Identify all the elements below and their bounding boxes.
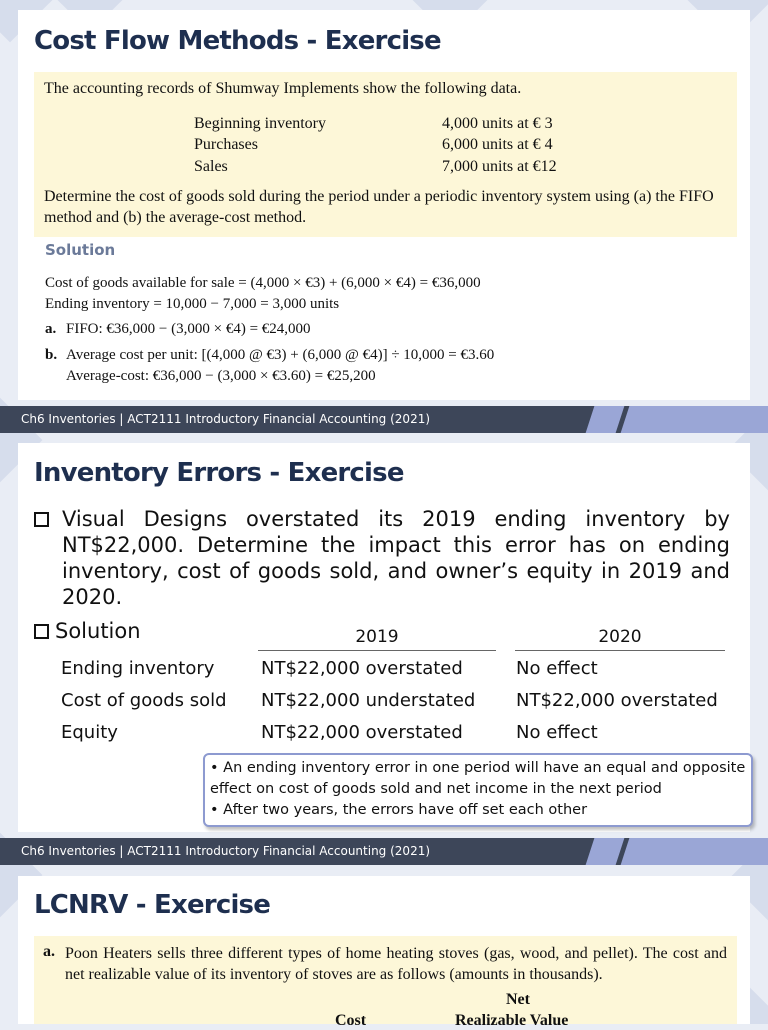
footer-stripe (621, 406, 768, 433)
lcnrv-problem-text: Poon Heaters sells three different types of home heating stoves (gas, wood, and pellet). The cost and net realizable value of its inventory of stoves are as follows (amounts in thousands). (65, 945, 727, 983)
column-header-2020: 2020 (515, 627, 725, 651)
slide-footer (0, 838, 768, 865)
row-label: Ending inventory (61, 658, 215, 679)
slide-title-lcnrv: LCNRV - Exercise (34, 890, 271, 920)
note-line: • An ending inventory error in one period will have an equal and opposite effect on cost of goods sold and net income in the next period (210, 760, 746, 797)
problem-intro: The accounting records of Shumway Implements show the following data. (44, 80, 522, 97)
slide-title-inventory-errors: Inventory Errors - Exercise (34, 458, 404, 488)
answer-b-text: Average cost per unit: [(4,000 @ €3) + (6,000 @ €4)] ÷ 10,000 = €3.60 (66, 347, 495, 363)
solution-line: Ending inventory = 10,000 − 7,000 = 3,000 units (45, 296, 340, 312)
slide-title-cost-flow: Cost Flow Methods - Exercise (34, 26, 441, 56)
slide-footer (0, 406, 768, 433)
row-label: Equity (61, 722, 118, 743)
footer-stripe (586, 838, 625, 865)
answer-b-marker: b. (45, 347, 58, 363)
solution-heading: Solution (45, 241, 116, 259)
answer-a-text: FIFO: €36,000 − (3,000 × €4) = €24,000 (66, 321, 311, 337)
exercise-question: Visual Designs overstated its 2019 ending inventory by NT$22,000. Determine the impact this error has on ending inventory, cost of goods sold, and owner’s equity in 2019 and 2020. (62, 507, 730, 609)
cell-2019: NT$22,000 overstated (261, 722, 463, 743)
problem-question: Determine the cost of goods sold during the period under a periodic inventory system using (a) the FIFO method and (b) the average-cost method. (44, 188, 714, 226)
column-header-nrv: Realizable Value (455, 1012, 569, 1029)
data-row-label: Beginning inventory (194, 115, 326, 132)
column-header-2019: 2019 (258, 627, 496, 651)
answer-b-text: Average-cost: €36,000 − (3,000 × €3.60) = €25,200 (66, 368, 376, 384)
data-row-label: Purchases (194, 136, 258, 153)
cell-2020: No effect (516, 658, 598, 679)
column-header-nrv: Net (506, 991, 530, 1008)
data-row-value: 6,000 units at € 4 (442, 136, 553, 153)
note-line: • After two years, the errors have off set each other (210, 802, 588, 818)
checkbox-bullet-icon (34, 624, 49, 639)
cell-2019: NT$22,000 understated (261, 690, 476, 711)
checkbox-bullet-icon (34, 506, 55, 532)
answer-a-marker: a. (45, 321, 57, 337)
data-row-label: Sales (194, 158, 228, 175)
solution-label: Solution (55, 619, 141, 643)
solution-bullet (34, 618, 141, 644)
data-row-value: 7,000 units at €12 (442, 158, 557, 175)
footer-stripe (586, 406, 625, 433)
cell-2020: No effect (516, 722, 598, 743)
footer-text: Ch6 Inventories | ACT2111 Introductory Financial Accounting (2021) (21, 844, 431, 858)
problem-a-marker: a. (43, 943, 55, 960)
cell-2020: NT$22,000 overstated (516, 690, 718, 711)
column-header-cost: Cost (335, 1012, 367, 1029)
explanation-note (203, 753, 753, 827)
row-label: Cost of goods sold (61, 690, 227, 711)
footer-stripe (621, 838, 768, 865)
solution-line: Cost of goods available for sale = (4,000 × €3) + (6,000 × €4) = €36,000 (45, 275, 481, 291)
footer-text: Ch6 Inventories | ACT2111 Introductory Financial Accounting (2021) (21, 412, 431, 426)
data-row-value: 4,000 units at € 3 (442, 115, 553, 132)
cell-2019: NT$22,000 overstated (261, 658, 463, 679)
